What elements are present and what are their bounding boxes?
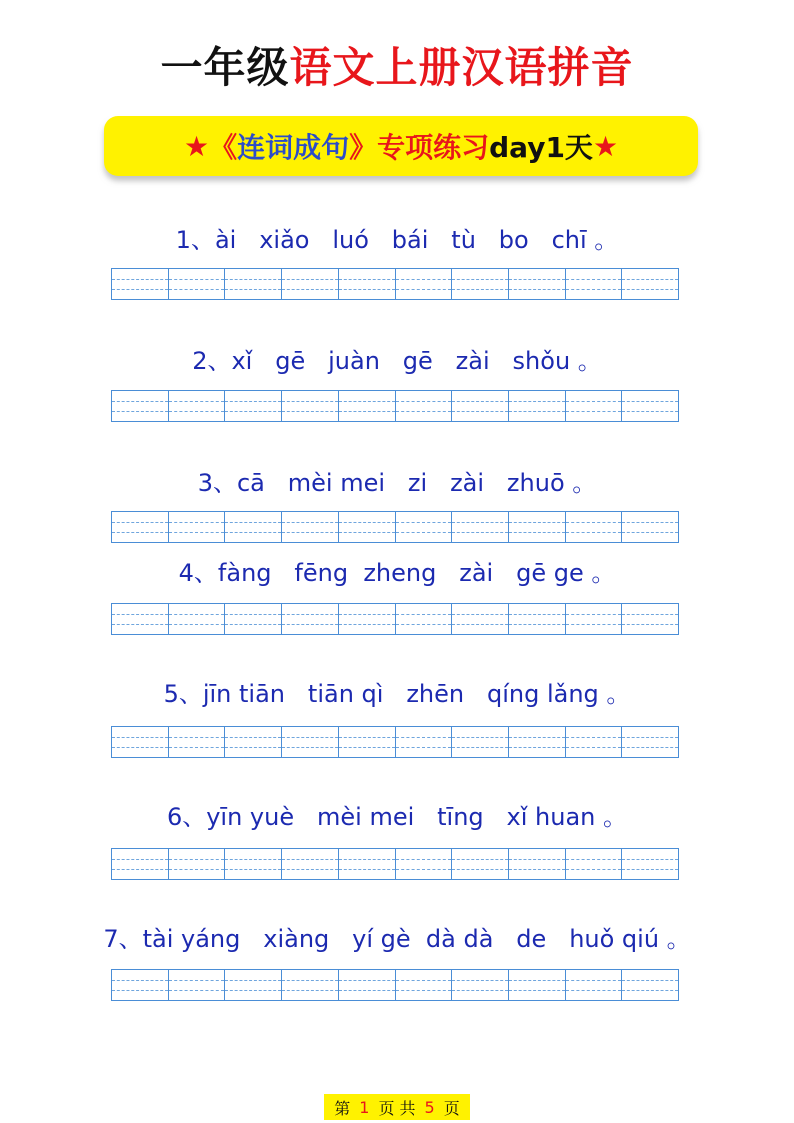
writing-grid-2[interactable] [111,390,679,422]
total-pages: 5 [424,1097,435,1117]
question-1: 1、ài xiǎo luó bái tù bo chī 。 [175,226,619,254]
page-suffix: 页 [443,1098,460,1118]
question-3: 3、cā mèi mei zi zài zhuō 。 [197,469,597,497]
page-title [0,38,794,98]
page-prefix: 第 [334,1098,351,1118]
writing-grid-1[interactable] [111,268,679,300]
writing-grid-3[interactable] [111,511,679,543]
banner-exercise-name: 连词成句 [237,131,350,164]
writing-grid-7[interactable] [111,969,679,1001]
question-2: 2、xǐ gē juàn gē zài shǒu 。 [192,347,602,375]
title-grade: 一年级 [160,43,290,92]
question-4: 4、fàng fēng zheng zài gē ge 。 [178,559,616,587]
current-page: 1 [359,1097,370,1117]
writing-grid-5[interactable] [111,726,679,758]
star-icon-right: ★ [592,129,619,163]
question-5: 5、jīn tiān tiān qì zhēn qíng lǎng 。 [163,680,631,708]
page-mid: 页 共 [378,1098,416,1118]
star-icon-left: ★ [183,129,210,163]
writing-grid-4[interactable] [111,603,679,635]
banner-subject: 专项练习 [377,131,490,164]
banner-open-bracket: 《 [209,131,238,164]
title-subject: 语文上册汉语拼音 [289,43,634,92]
banner-close-bracket: 》 [349,131,378,164]
page-number [324,1094,470,1120]
question-7: 7、tài yáng xiàng yí gè dà dà de huǒ qiú 。 [103,925,691,953]
question-6: 6、yīn yuè mèi mei tīng xǐ huan 。 [166,803,628,831]
writing-grid-6[interactable] [111,848,679,880]
banner-day: day1天 [489,131,593,164]
exercise-banner [104,116,698,176]
